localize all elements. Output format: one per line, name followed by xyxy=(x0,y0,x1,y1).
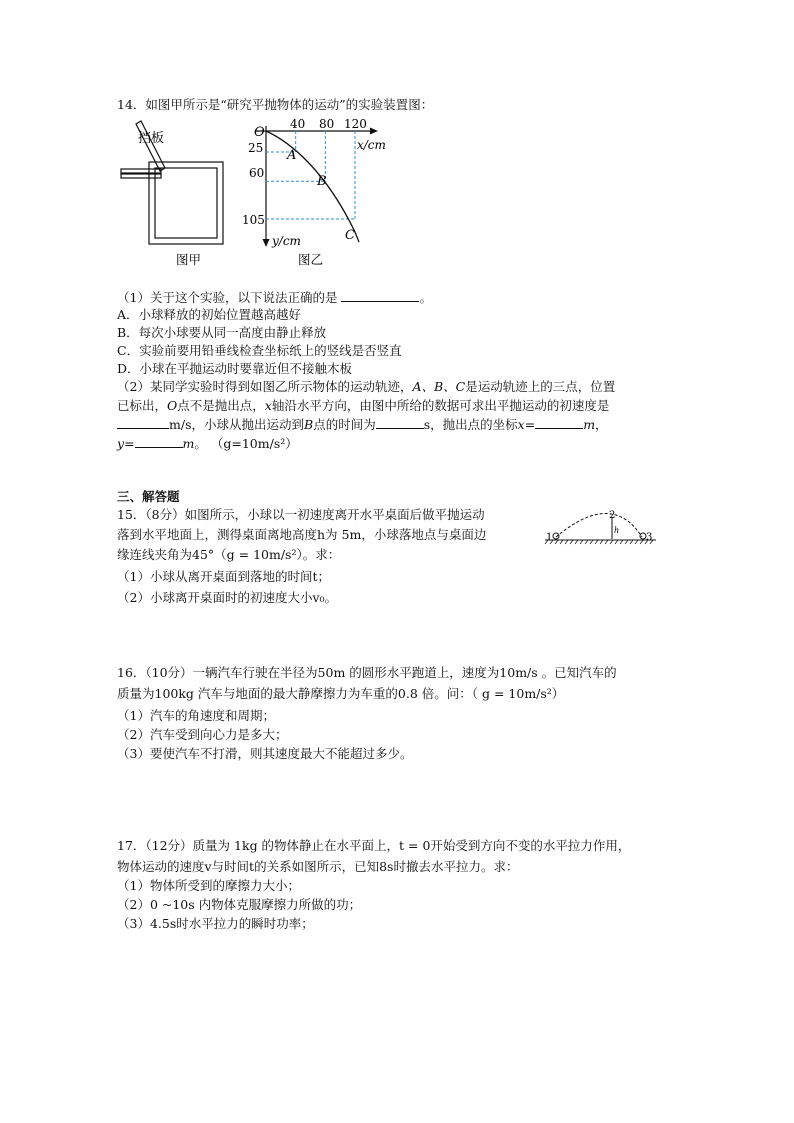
q14-option-c: C．实验前要用铅垂线检查坐标纸上的竖线是否竖直 xyxy=(117,343,402,358)
q14-option-d: D．小球在平抛运动时要靠近但不接触木板 xyxy=(117,361,353,376)
q16-line2: 质量为100kg 汽车与地面的最大静摩擦力为车重的0.8 倍。问：（ g = 10m/s²） xyxy=(117,686,565,701)
q14-part1: （1）关于这个实验，以下说法正确的是 。 xyxy=(117,290,432,305)
section-3-title: 三、解答题 xyxy=(117,489,180,504)
q15-line2: 落到水平地面上，测得桌面离地高度h为 5m，小球落地点与桌面边 xyxy=(117,527,487,542)
q16-line1: 16．（10分）一辆汽车行驶在半径为50m 的圆形水平跑道上，速度为10m/s 。已知汽车的 xyxy=(117,665,617,680)
q15-line1: 15．（8分）如图所示，小球以一初速度离开水平桌面后做平抛运动 xyxy=(117,507,485,522)
x-tick-120: 120 xyxy=(344,117,367,131)
initial-velocity-blank[interactable] xyxy=(117,415,169,429)
q16-part2: （2）汽车受到向心力是多大； xyxy=(117,727,288,742)
time-to-b-blank[interactable] xyxy=(376,415,424,429)
q15-fig-label-2: 2 xyxy=(609,510,616,521)
q14-part2-line3: m/s，小球从抛出运动到B点的时间为 s，抛出点的坐标x= m， xyxy=(117,415,608,434)
q14-part2-line2: 已标出，O点不是抛出点，x轴沿水平方向，由图中所给的数据可求出平抛运动的初速度是 xyxy=(117,398,610,413)
q14-part2-line1: （2）某同学实验时得到如图乙所示物体的运动轨迹，A、B、C是运动轨迹上的三点，位置 xyxy=(117,379,616,394)
y-tick-105: 105 xyxy=(242,213,265,227)
x-axis-arrow xyxy=(370,128,378,135)
q15-figure xyxy=(545,514,656,545)
q14-option-a: A．小球释放的初始位置越高越好 xyxy=(117,307,302,322)
q17-part2: （2）0 ~10s 内物体克服摩擦力所做的功； xyxy=(117,897,362,912)
y-tick-25: 25 xyxy=(248,141,264,155)
q14-option-b: B．每次小球要从同一高度由静止释放 xyxy=(117,325,327,340)
q14-part2-line4: y= m。 （g=10m/s²） xyxy=(117,436,298,451)
point-b-label: B xyxy=(317,174,327,189)
q14-title: 14．如图甲所示是“研究平抛物体的运动”的实验装置图： xyxy=(117,97,434,112)
point-a-label: A xyxy=(287,148,297,163)
q16-part1: （1）汽车的角速度和周期； xyxy=(117,708,275,723)
origin-label: O xyxy=(254,125,265,140)
figure-jia xyxy=(121,121,223,244)
q15-fig-label-1: 1 xyxy=(546,532,553,543)
x-tick-80: 80 xyxy=(319,117,335,131)
launch-y-blank[interactable] xyxy=(135,434,183,448)
y-tick-60: 60 xyxy=(249,166,265,180)
q17-line2: 物体运动的速度v与时间t的关系如图所示，已知8s时撤去水平拉力。求： xyxy=(117,859,519,874)
y-axis-label: y/cm xyxy=(272,234,301,248)
figure-jia-caption: 图甲 xyxy=(176,252,202,267)
x-axis-label: x/cm xyxy=(357,138,386,152)
figure-yi-caption: 图乙 xyxy=(298,252,324,267)
q15-part2: （2）小球离开桌面时的初速度大小v₀。 xyxy=(117,590,338,605)
q16-part3: （3）要使汽车不打滑，则其速度最大不能超过多少。 xyxy=(117,746,413,761)
baffle-label: 挡板 xyxy=(138,131,165,146)
q15-fig-label-3: 3 xyxy=(646,532,653,543)
q15-part1: （1）小球从离开桌面到落地的时间t； xyxy=(117,569,330,584)
point-c-label: C xyxy=(345,228,355,243)
q14-part1-answer-blank[interactable] xyxy=(341,288,419,302)
x-tick-40: 40 xyxy=(290,117,306,131)
q15-fig-label-h: h xyxy=(614,526,620,535)
trajectory-curve xyxy=(266,131,359,242)
q17-line1: 17．（12分）质量为 1kg 的物体静止在水平面上，t = 0开始受到方向不变的水平拉力作用， xyxy=(117,838,631,853)
q17-part3: （3）4.5s时水平拉力的瞬时功率； xyxy=(117,916,314,931)
q17-part1: （1）物体所受到的摩擦力大小； xyxy=(117,878,300,893)
launch-x-blank[interactable] xyxy=(535,415,583,429)
q15-line3: 缘连线夹角为45°（g = 10m/s²）。求： xyxy=(117,547,341,562)
y-axis-arrow xyxy=(263,239,270,247)
